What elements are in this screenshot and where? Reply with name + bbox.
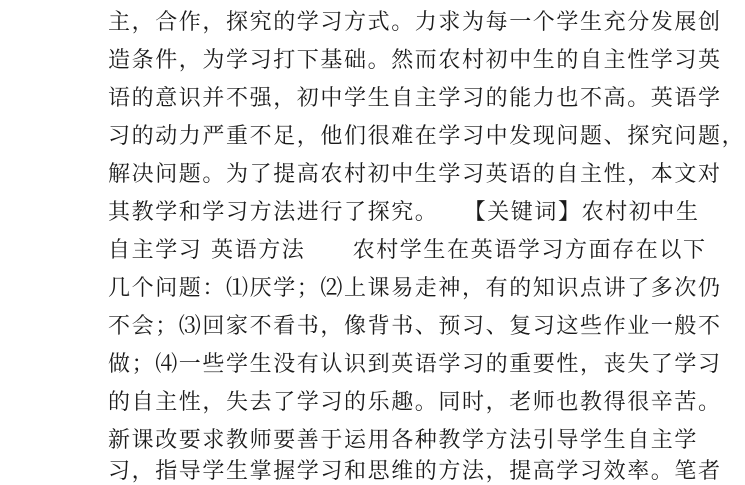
text-line: 自主学习 英语方法 农村学生在英语学习方面存在以下	[108, 238, 707, 263]
text-line: 不会；⑶回家不看书，像背书、预习、复习这些作业一般不	[108, 314, 722, 339]
text-line: 主，合作，探究的学习方式。力求为每一个学生充分发展创	[108, 10, 722, 35]
text-line: 新课改要求教师要善于运用各种教学方法引导学生自主学	[108, 428, 699, 453]
text-line: 解决问题。为了提高农村初中生学习英语的自主性，本文对	[108, 162, 722, 187]
text-line: 习，指导学生掌握学习和思维的方法，提高学习效率。笔者	[108, 459, 722, 484]
text-line: 习的动力严重不足，他们很难在学习中发现问题、探究问题，	[108, 124, 745, 149]
text-line: 几个问题：⑴厌学；⑵上课易走神，有的知识点讲了多次仍	[108, 276, 722, 301]
text-line: 语的意识并不强，初中学生自主学习的能力也不高。英语学	[108, 86, 722, 111]
text-line: 其教学和学习方法进行了探究。 【关键词】农村初中生	[108, 200, 700, 225]
text-line: 做；⑷一些学生没有认识到英语学习的重要性，丧失了学习	[108, 352, 722, 377]
text-line: 造条件，为学习打下基础。然而农村初中生的自主性学习英	[108, 48, 722, 73]
text-line: 的自主性，失去了学习的乐趣。同时，老师也教得很辛苦。	[108, 390, 722, 415]
